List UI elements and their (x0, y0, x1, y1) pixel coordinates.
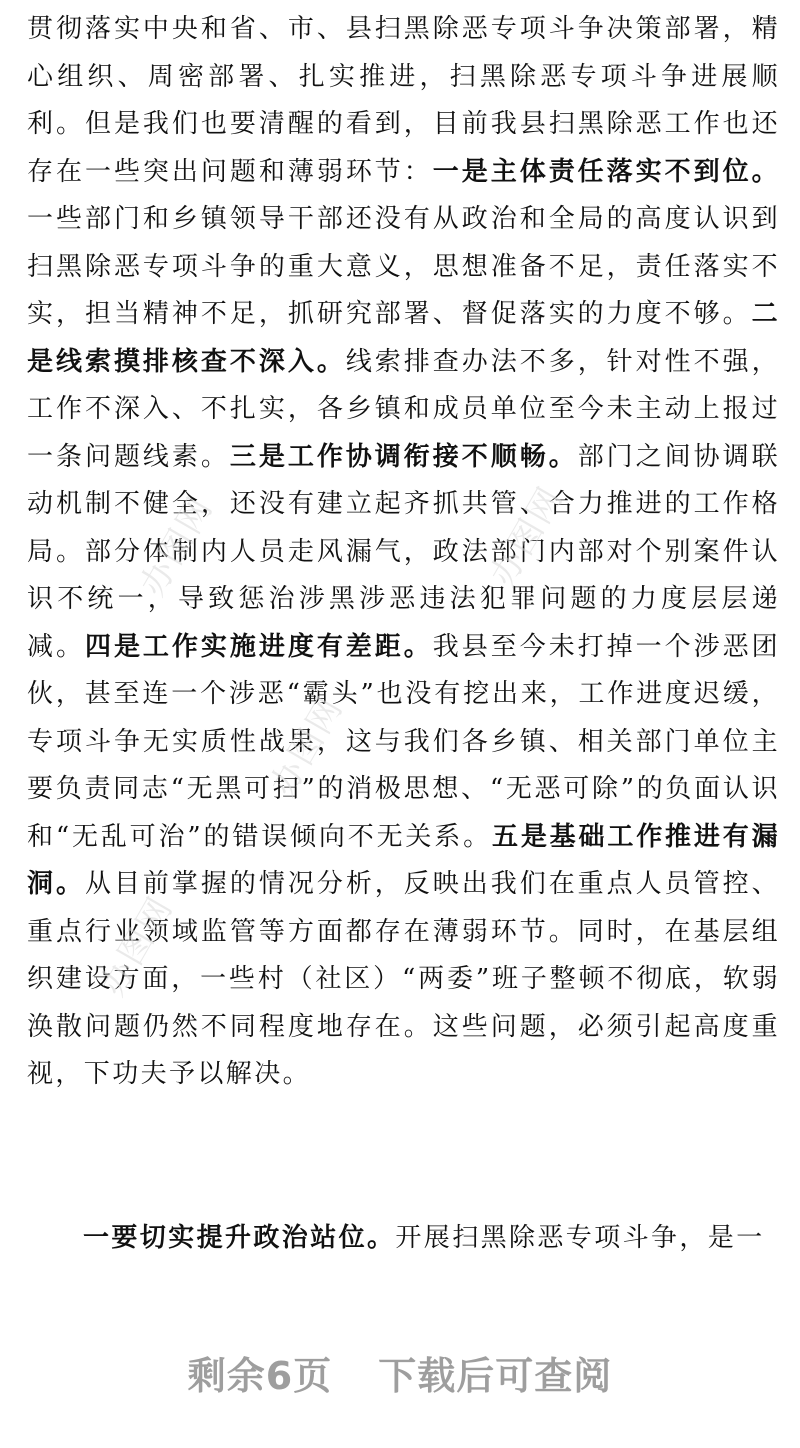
watermark-logo: 办图网 (262, 689, 352, 804)
para2-bold-lead: 一要切实提升政治站位。 (83, 1223, 396, 1253)
download-prompt-banner[interactable] (0, 1345, 800, 1400)
watermark-logo: 办图网 (92, 889, 182, 1004)
watermark-logo: 办图网 (482, 479, 572, 594)
para2-text: 开展扫黑除恶专项斗争，是一 (395, 1223, 765, 1253)
text-segment: 线索排查办法不多，针对性不强，工作不深入、不扎实，各乡镇和成员单位至今未主动上报过一条问题线素。 (27, 346, 780, 472)
bold-heading-1: 一是主体责任落实不到位。 (432, 156, 780, 187)
text-segment: 从目前掌握的情况分析，反映出我们在重点人员管控、重点行业领域监管等方面都存在薄弱环节。同时，在基层组织建设方面，一些村（社区）“两委”班子整顿不彻底，软弱涣散问题仍然不同程度地存在。这些问题，必须引起高度重视，下功夫予以解决。 (27, 869, 780, 1089)
text-segment: 一些部门和乡镇领导干部还没有从政治和全局的高度认识到扫黑除恶专项斗争的重大意义，思想准备不足，责任落实不实，担当精神不足，抓研究部署、督促落实的力度不够。 (27, 204, 780, 329)
bold-heading-5: 五是基础工作推进有漏洞。 (27, 821, 780, 899)
bold-heading-3: 三是工作协调衔接不顺畅。 (229, 441, 578, 472)
bold-heading-4: 四是工作实施进度有差距。 (84, 631, 433, 662)
bold-heading-2: 二是线索摸排核查不深入。 (27, 299, 780, 377)
text-segment: 贯彻落实中央和省、市、县扫黑除恶专项斗争决策部署，精心组织、周密部署、扎实推进，扫黑除恶专项斗争进展顺利。但是我们也要清醒的看到，目前我县扫黑除恶工作也还存在一些突出问题和薄弱环节： (27, 14, 780, 187)
text-segment: 部门之间协调联动机制不健全，还没有建立起齐抓共管、合力推进的工作格局。部分体制内人员走风漏气，政法部门内部对个别案件认识不统一，导致惩治涉黑涉恶违法犯罪问题的力度层层递减。 (27, 441, 780, 662)
second-paragraph (27, 1215, 780, 1263)
download-to-view-label[interactable]: 下载后可查阅 (378, 1354, 613, 1398)
text-segment: 我县至今未打掉一个涉恶团伙，甚至连一个涉恶“霸头”也没有挖出来，工作进度迟缓，专项斗争无实质性战果，这与我们各乡镇、相关部门单位主要负责同志“无黑可扫”的消极思想、“无恶可除”的负面认识和“无乱可治”的错误倾向不无关系。 (27, 631, 780, 852)
remaining-pages-label: 剩余6页 (187, 1354, 333, 1398)
body-paragraph (27, 6, 780, 1099)
watermark-logo: 办图网 (132, 489, 222, 604)
